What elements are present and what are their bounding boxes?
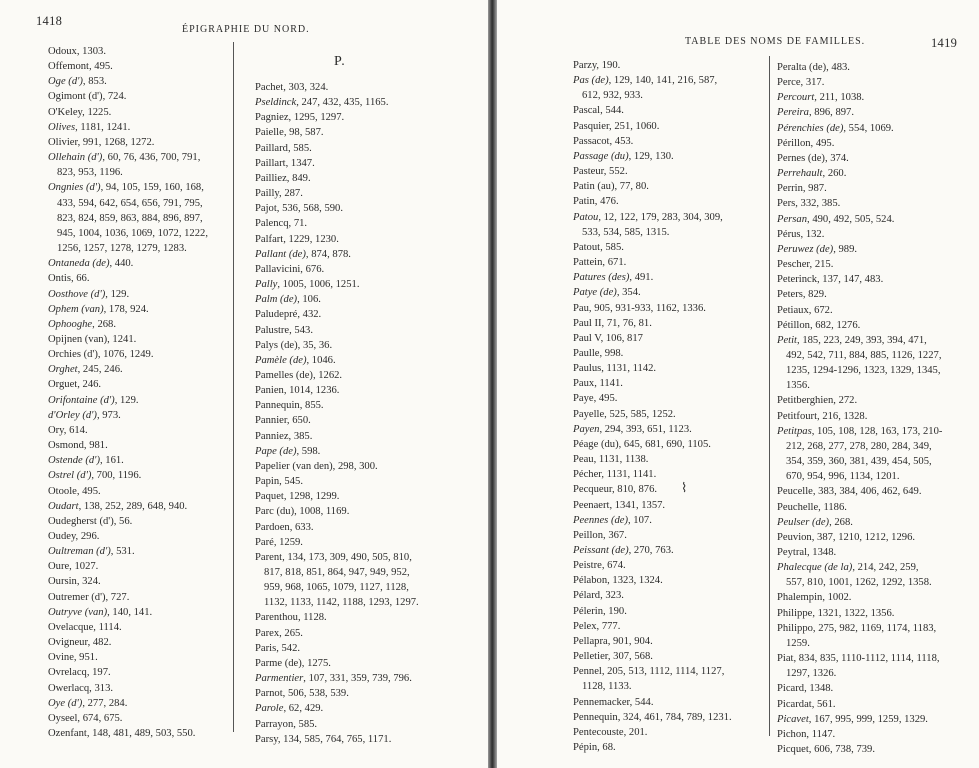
index-entry-continuation: 959, 968, 1065, 1079, 1127, 1128, <box>264 582 409 594</box>
index-entry-continuation: 1132, 1133, 1142, 1188, 1293, 1297. <box>264 597 419 609</box>
index-entry: Ovelacque, 1114. <box>48 621 122 633</box>
index-entry: Pape (de), 598. <box>255 445 321 457</box>
index-entry: Perrehault, 260. <box>777 168 847 180</box>
book-gutter <box>488 0 497 768</box>
index-entry: Ozenfant, 148, 481, 489, 503, 550. <box>48 728 196 740</box>
index-entry: Ongnies (d'), 94, 105, 159, 160, 168, <box>48 182 204 194</box>
page-number: 1418 <box>36 14 63 28</box>
index-entry: Peulser (de), 268. <box>777 516 853 528</box>
index-entry: Perrin, 987. <box>777 183 827 195</box>
index-entry: Oyseel, 674, 675. <box>48 712 123 724</box>
index-entry: Olivier, 991, 1268, 1272. <box>48 136 155 148</box>
index-entry: Pennel, 205, 513, 1112, 1114, 1127, <box>573 666 725 678</box>
index-entry: Oultreman (d'), 531. <box>48 546 135 558</box>
index-entry: Peennes (de), 107. <box>573 514 652 526</box>
index-entry: Peterinck, 137, 147, 483. <box>777 274 884 286</box>
index-entry: Payelle, 525, 585, 1252. <box>573 408 676 420</box>
index-entry: Panien, 1014, 1236. <box>255 385 340 397</box>
index-entry: Paulus, 1131, 1142. <box>573 363 657 375</box>
index-entry-continuation: 823, 953, 1196. <box>57 167 123 179</box>
index-entry: Outremer (d'), 727. <box>48 591 130 603</box>
index-entry: Pailliez, 849. <box>255 172 311 184</box>
index-entry: Panniez, 385. <box>255 430 313 442</box>
index-entry: Paillard, 585. <box>255 142 312 154</box>
index-entry: Phalecque (de la), 214, 242, 259, <box>777 562 919 574</box>
index-entry: Patures (des), 491. <box>573 272 654 284</box>
index-entry: Pailly, 287. <box>255 188 303 200</box>
index-entry: Pallavicini, 676. <box>255 263 325 275</box>
index-entry: Philippo, 275, 982, 1169, 1174, 1183, <box>777 622 937 634</box>
index-column-left-1 <box>48 44 233 741</box>
index-entry: Pennequin, 324, 461, 784, 789, 1231. <box>573 711 732 723</box>
index-entry: Pecqueur, 810, 876. <box>573 484 658 496</box>
index-entry-continuation: 1128, 1133. <box>582 681 632 693</box>
index-entry-continuation: 945, 1004, 1036, 1069, 1072, 1222, <box>57 227 208 239</box>
index-entry: Paré, 1259. <box>255 536 303 548</box>
index-entry: Paquet, 1298, 1299. <box>255 491 340 503</box>
index-entry: Pachet, 303, 324. <box>255 82 329 93</box>
index-entry: Palm (de), 106. <box>255 294 321 306</box>
index-entry: Pamelles (de), 1262. <box>255 369 343 381</box>
index-entry: Parrayon, 585. <box>255 718 318 730</box>
index-entry: Paludepré, 432. <box>255 309 322 321</box>
index-entry: Phalempin, 1002. <box>777 592 852 604</box>
index-entry: Petitpas, 105, 108, 128, 163, 173, 210- <box>777 425 943 437</box>
index-entry: Osmond, 981. <box>48 440 108 452</box>
index-entry: Paillart, 1347. <box>255 157 315 169</box>
index-entry: Picardat, 561. <box>777 698 836 710</box>
page-number: 1419 <box>931 36 958 50</box>
index-entry: Peuchelle, 1186. <box>777 501 847 513</box>
index-entry: Pérus, 132. <box>777 228 825 240</box>
running-header: TABLE DES NOMS DE FAMILLES. <box>685 36 866 47</box>
index-column-right-2 <box>777 60 977 757</box>
index-entry: Peistre, 674. <box>573 560 626 572</box>
index-entry: Parsy, 134, 585, 764, 765, 1171. <box>255 733 392 745</box>
index-entry: Papin, 545. <box>255 476 303 488</box>
index-entry: Oye (d'), 277, 284. <box>48 697 128 709</box>
index-entry: Ontaneda (de), 440. <box>48 258 134 270</box>
index-entry: Ory, 614. <box>48 424 88 436</box>
index-entry: Pajot, 536, 568, 590. <box>255 203 343 215</box>
index-entry: Ostrel (d'), 700, 1196. <box>48 470 142 482</box>
column-divider <box>769 56 770 736</box>
index-entry: Ovigneur, 482. <box>48 637 112 649</box>
index-entry-continuation: 354, 359, 360, 381, 439, 454, 505, <box>786 456 932 468</box>
index-entry: Oudart, 138, 252, 289, 648, 940. <box>48 500 188 512</box>
index-entry: Palustre, 543. <box>255 324 313 336</box>
index-entry: Picavet, 167, 995, 999, 1259, 1329. <box>777 713 928 725</box>
index-entry: Peissant (de), 270, 763. <box>573 545 674 556</box>
index-entry: Palys (de), 35, 36. <box>255 339 333 351</box>
index-entry: Peau, 1131, 1138. <box>573 454 649 466</box>
index-entry: Pseldinck, 247, 432, 435, 1165. <box>255 97 389 109</box>
index-entry: Parole, 62, 429. <box>255 703 324 715</box>
index-entry: Pélerin, 190. <box>573 605 627 617</box>
index-entry-continuation: 433, 594, 642, 654, 656, 791, 795, <box>57 197 203 209</box>
index-entry-continuation: 1235, 1294-1296, 1323, 1329, 1345, <box>786 365 941 377</box>
index-entry: Parent, 134, 173, 309, 490, 505, 810, <box>255 551 412 563</box>
index-entry: Peralta (de), 483. <box>777 62 850 73</box>
index-entry: Pélabon, 1323, 1324. <box>573 575 663 587</box>
index-entry: Patin (au), 77, 80. <box>573 181 649 193</box>
index-entry: Picard, 1348. <box>777 683 834 695</box>
index-entry: Parc (du), 1008, 1169. <box>255 506 350 518</box>
index-entry: Peters, 829. <box>777 289 827 301</box>
index-entry: Patout, 585. <box>573 241 624 253</box>
index-entry: Pamèle (de), 1046. <box>255 354 336 366</box>
index-entry: Oure, 1027. <box>48 561 99 573</box>
index-entry: Picquet, 606, 738, 739. <box>777 744 875 756</box>
index-entry: Peillon, 367. <box>573 529 627 541</box>
index-entry: Paris, 542. <box>255 642 301 654</box>
index-entry-continuation: 212, 268, 277, 278, 280, 284, 349, <box>786 440 932 452</box>
pencil-mark: ⌇ <box>681 480 688 495</box>
index-entry: Outryve (van), 140, 141. <box>48 606 153 618</box>
index-entry: Péage (du), 645, 681, 690, 1105. <box>573 438 711 450</box>
index-entry: Paulle, 998. <box>573 347 624 359</box>
index-entry: Otoole, 495. <box>48 485 101 497</box>
index-entry-continuation: 612, 932, 933. <box>582 90 643 102</box>
index-entry: Oudey, 296. <box>48 531 100 542</box>
index-entry: Ovine, 951. <box>48 652 98 664</box>
index-entry: Pattein, 671. <box>573 257 627 269</box>
index-entry: Petit, 185, 223, 249, 393, 394, 471, <box>777 334 927 346</box>
index-entry: Pétillon, 682, 1276. <box>777 319 861 331</box>
index-entry: Ophem (van), 178, 924. <box>48 303 149 315</box>
right-page <box>497 0 979 768</box>
index-entry: Owerlacq, 313. <box>48 682 114 694</box>
index-entry-continuation: 1297, 1326. <box>786 668 837 680</box>
index-entry: Parmentier, 107, 331, 359, 739, 796. <box>255 673 412 685</box>
index-entry: Orghet, 245, 246. <box>48 364 123 376</box>
index-entry: Papelier (van den), 298, 300. <box>255 460 378 472</box>
index-entry: Paux, 1141. <box>573 378 623 390</box>
index-entry: Passacot, 453. <box>573 135 634 147</box>
index-entry: Pentecouste, 201. <box>573 726 648 738</box>
index-entry: Payen, 294, 393, 651, 1123. <box>573 423 692 435</box>
index-entry: Pasquier, 251, 1060. <box>573 120 660 132</box>
index-entry: Patye (de), 354. <box>573 287 641 299</box>
index-entry: Odoux, 1303. <box>48 46 106 57</box>
index-entry: Persan, 490, 492, 505, 524. <box>777 213 895 225</box>
column-divider <box>233 42 234 732</box>
index-entry: Oursin, 324. <box>48 576 101 588</box>
index-entry: Paye, 495. <box>573 393 618 405</box>
index-entry: Pascal, 544. <box>573 105 624 117</box>
index-entry: Peenaert, 1341, 1357. <box>573 499 666 511</box>
index-entry: O'Keley, 1225. <box>48 106 112 118</box>
index-entry: Paul II, 71, 76, 81. <box>573 317 652 329</box>
index-column-left-2 <box>255 80 487 747</box>
index-entry: Pélard, 323. <box>573 590 624 602</box>
index-entry: Petitfourt, 216, 1328. <box>777 410 868 422</box>
index-entry: Oudegherst (d'), 56. <box>48 515 133 527</box>
index-entry: Parenthou, 1128. <box>255 612 327 624</box>
index-entry: Piat, 834, 835, 1110-1112, 1114, 1118, <box>777 653 940 665</box>
index-entry: Pescher, 215. <box>777 259 834 271</box>
index-entry: Pagniez, 1295, 1297. <box>255 112 345 124</box>
index-entry: Pally, 1005, 1006, 1251. <box>255 279 360 291</box>
index-column-right-1 <box>573 58 773 755</box>
index-entry: Ontis, 66. <box>48 273 90 285</box>
index-entry-continuation: 533, 534, 585, 1315. <box>582 226 670 238</box>
index-entry: d'Orley (d'), 973. <box>48 409 121 421</box>
index-entry: Paul V, 106, 817 <box>573 332 643 344</box>
index-entry: Pelex, 777. <box>573 620 621 632</box>
index-entry: Pereira, 896, 897. <box>777 107 854 119</box>
index-entry: Pasteur, 552. <box>573 166 628 178</box>
index-entry: Percourt, 211, 1038. <box>777 92 865 104</box>
index-entry-continuation: 1259. <box>786 637 810 649</box>
index-entry: Orchies (d'), 1076, 1249. <box>48 349 154 361</box>
index-entry: Offemont, 495. <box>48 61 113 73</box>
index-entry: Palfart, 1229, 1230. <box>255 233 339 245</box>
index-entry-continuation: 1256, 1257, 1278, 1279, 1283. <box>57 243 187 255</box>
index-entry: Patou, 12, 122, 179, 283, 304, 309, <box>573 211 723 223</box>
index-entry: Ollehain (d'), 60, 76, 436, 700, 791, <box>48 152 201 164</box>
index-entry: Pichon, 1147. <box>777 728 836 740</box>
index-entry-continuation: 823, 824, 859, 863, 884, 896, 897, <box>57 212 203 224</box>
index-entry: Parex, 265. <box>255 627 303 639</box>
index-entry: Pardoen, 633. <box>255 521 314 533</box>
index-entry: Peytral, 1348. <box>777 547 837 558</box>
index-entry: Philippe, 1321, 1322, 1356. <box>777 607 895 619</box>
index-entry: Pannequin, 855. <box>255 400 324 412</box>
index-entry: Pépin, 68. <box>573 742 616 754</box>
index-entry: Oge (d'), 853. <box>48 76 107 88</box>
index-entry: Orifontaine (d'), 129. <box>48 394 139 406</box>
index-entry-continuation: 557, 810, 1001, 1262, 1292, 1358. <box>786 577 932 589</box>
index-entry: Pécher, 1131, 1141. <box>573 469 657 481</box>
index-entry: Orguet, 246. <box>48 379 102 391</box>
index-entry: Pernes (de), 374. <box>777 152 849 164</box>
index-entry: Petiaux, 672. <box>777 304 833 316</box>
index-entry: Parme (de), 1275. <box>255 657 331 669</box>
index-entry: Parzy, 190. <box>573 60 621 71</box>
index-entry: Peuvion, 387, 1210, 1212, 1296. <box>777 531 916 543</box>
index-entry: Perce, 317. <box>777 77 825 89</box>
index-entry: Ostende (d'), 161. <box>48 455 124 467</box>
section-letter: P. <box>334 54 346 69</box>
index-entry: Ogimont (d'), 724. <box>48 91 127 103</box>
index-entry: Petitberghien, 272. <box>777 395 858 407</box>
index-entry: Pelletier, 307, 568. <box>573 651 653 663</box>
index-entry-continuation: 492, 542, 711, 884, 885, 1126, 1227, <box>786 349 942 361</box>
index-entry: Paielle, 98, 587. <box>255 127 324 139</box>
index-entry: Oosthove (d'), 129. <box>48 288 130 300</box>
index-entry: Pallant (de), 874, 878. <box>255 248 351 260</box>
index-entry: Pau, 905, 931-933, 1162, 1336. <box>573 302 706 314</box>
index-entry: Pas (de), 129, 140, 141, 216, 587, <box>573 75 718 87</box>
index-entry-continuation: 1356. <box>786 380 810 392</box>
index-entry: Opijnen (van), 1241. <box>48 333 137 345</box>
index-entry: Ophooghe, 268. <box>48 318 116 330</box>
index-entry: Peruwez (de), 989. <box>777 243 858 255</box>
index-entry: Peucelle, 383, 384, 406, 462, 649. <box>777 486 922 498</box>
index-entry: Pérenchies (de), 554, 1069. <box>777 122 894 134</box>
index-entry: Pellapra, 901, 904. <box>573 635 653 647</box>
index-entry-continuation: 670, 954, 996, 1134, 1201. <box>786 471 900 483</box>
index-entry: Palencq, 71. <box>255 218 308 230</box>
index-entry: Ovrelacq, 197. <box>48 667 111 679</box>
running-header: ÉPIGRAPHIE DU NORD. <box>182 24 310 35</box>
index-entry: Passage (du), 129, 130. <box>573 150 674 162</box>
index-entry: Pers, 332, 385. <box>777 198 841 210</box>
index-entry: Olives, 1181, 1241. <box>48 121 131 133</box>
index-entry: Périllon, 495. <box>777 137 835 149</box>
index-entry: Pannier, 650. <box>255 415 311 427</box>
index-entry: Patin, 476. <box>573 196 619 208</box>
index-entry: Parnot, 506, 538, 539. <box>255 688 349 700</box>
index-entry-continuation: 817, 818, 851, 864, 947, 949, 952, <box>264 567 410 578</box>
index-entry: Pennemacker, 544. <box>573 696 654 708</box>
